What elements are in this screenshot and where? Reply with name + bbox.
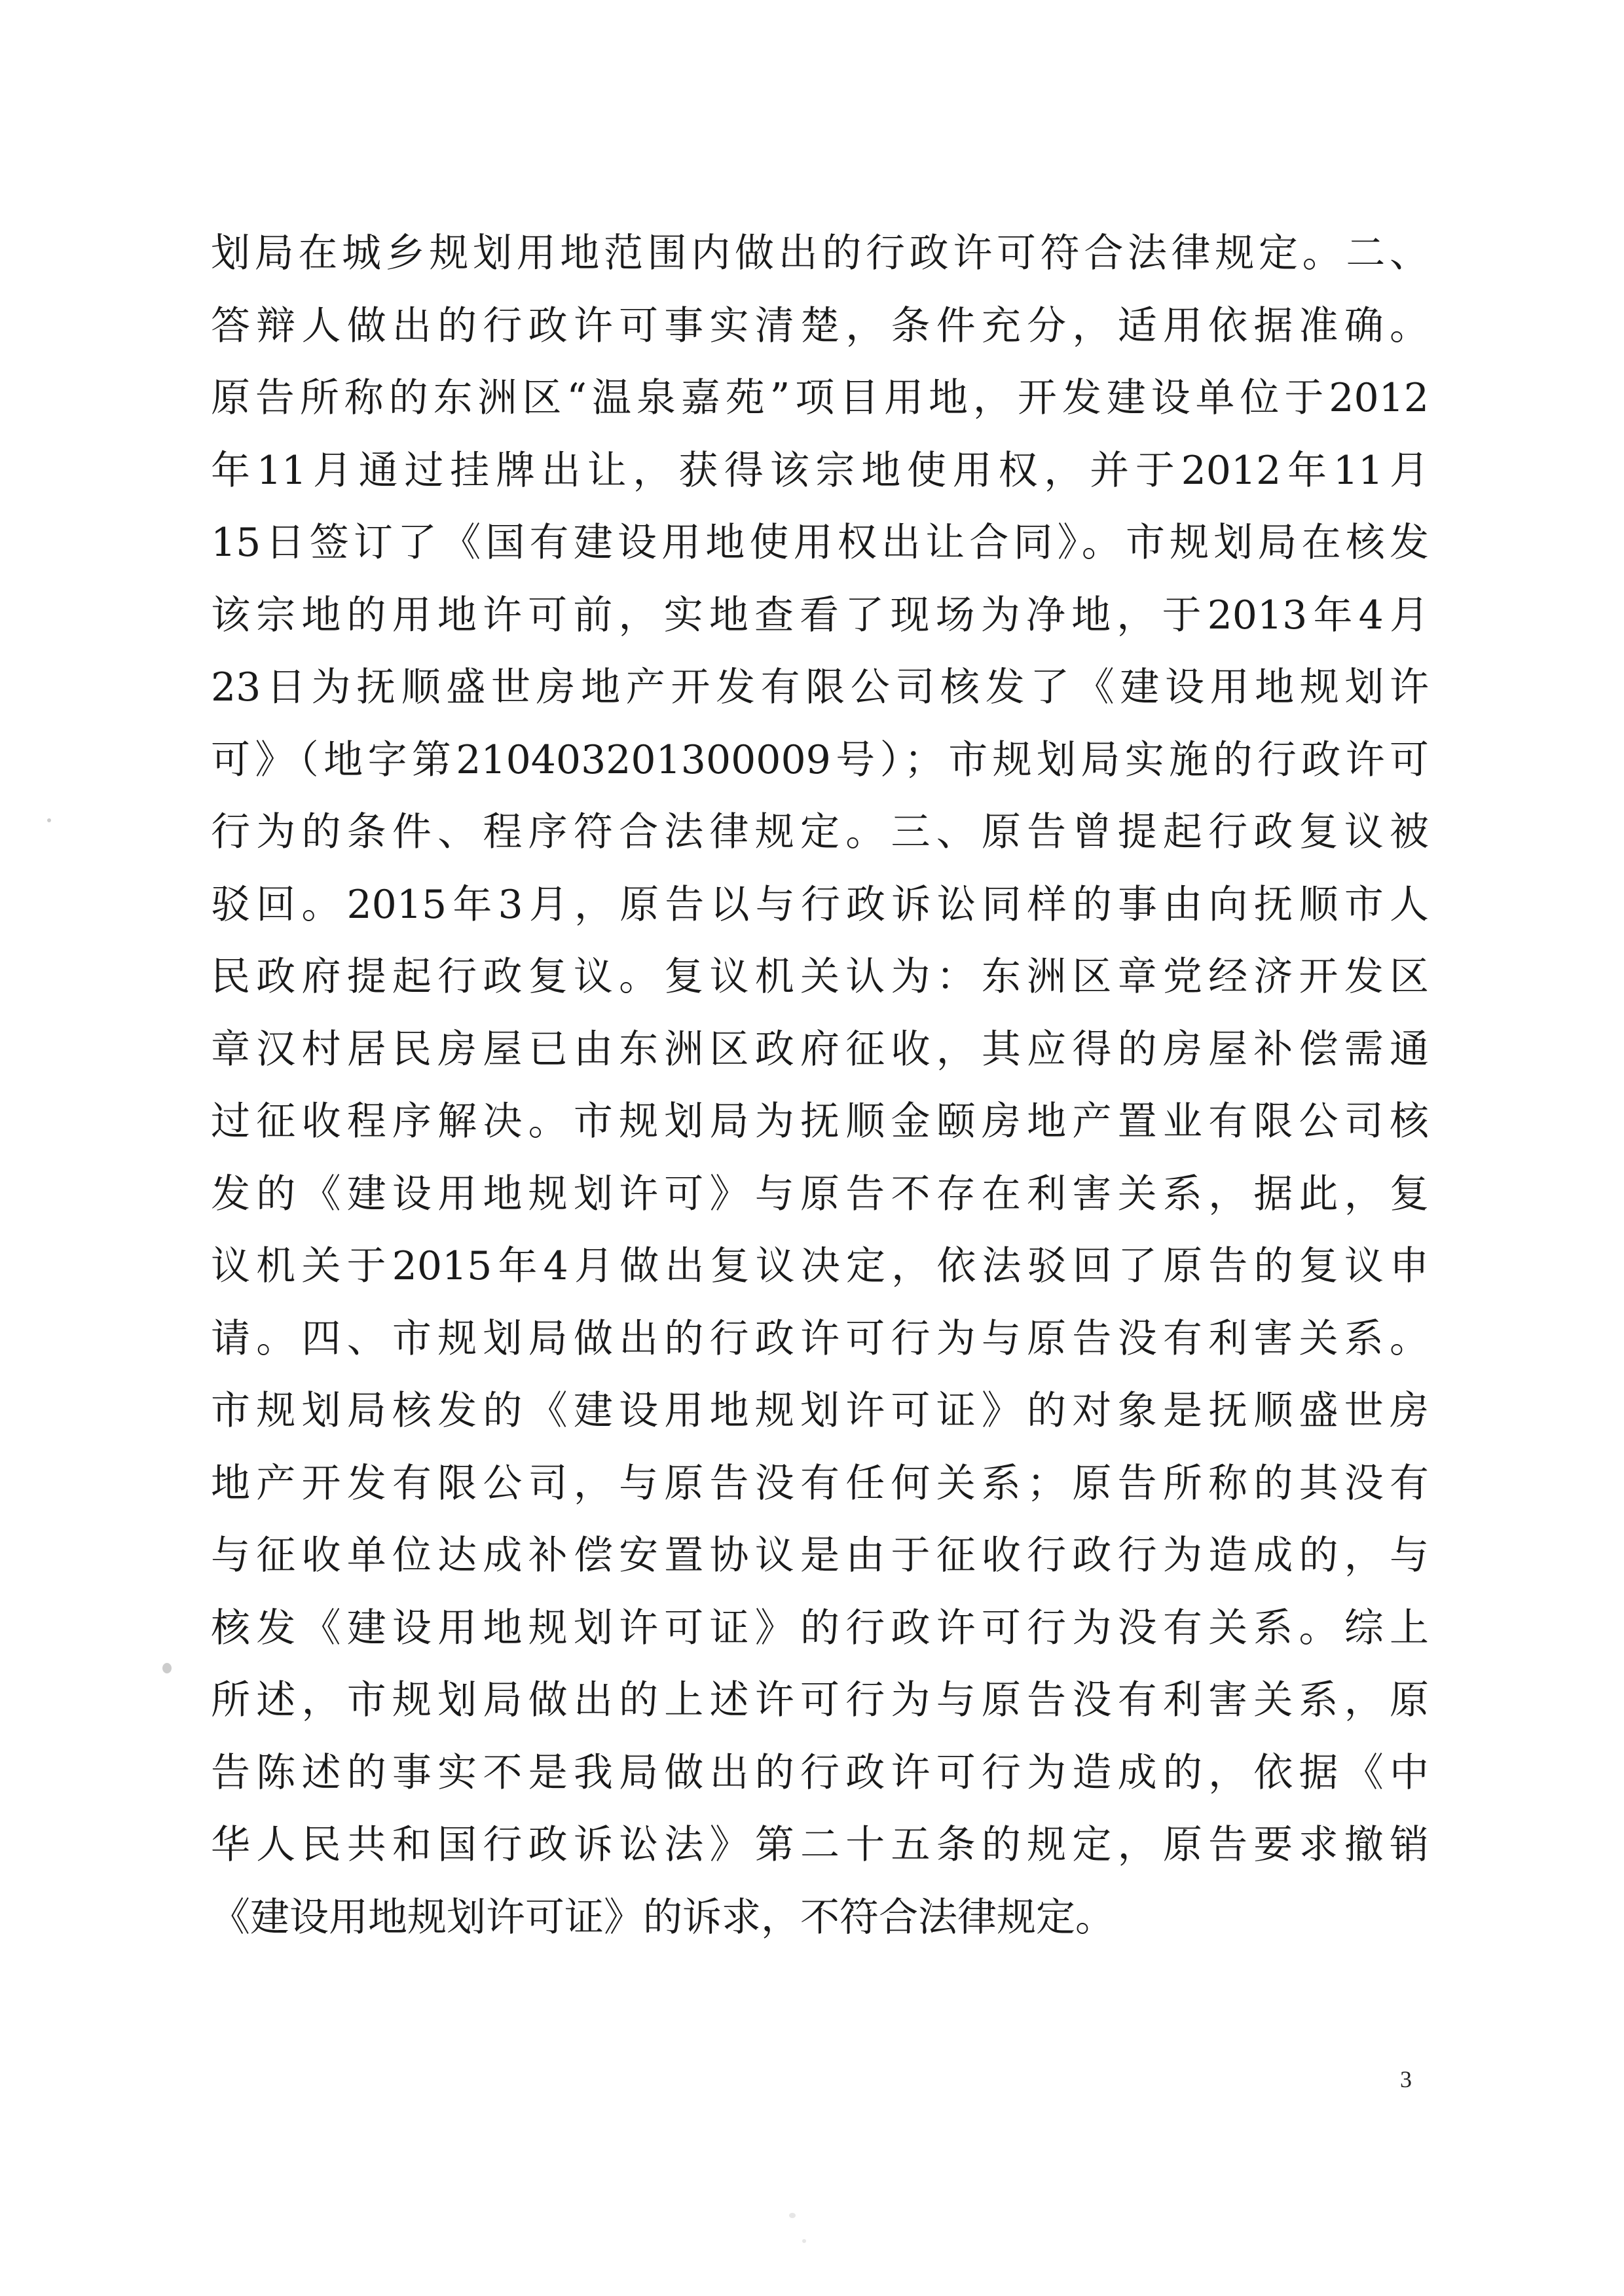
text-line-14: 发的《建设用地规划许可》与原告不存在利害关系，据此，复 — [211, 1171, 1429, 1217]
text-line-1: 划局在城乡规划用地范围内做出的行政许可符合法律规定。二、 — [211, 230, 1429, 276]
text-line-6: 该宗地的用地许可前，实地查看了现场为净地，于2013年4月 — [211, 592, 1429, 638]
text-line-17: 市规划局核发的《建设用地规划许可证》的对象是抚顺盛世房 — [211, 1388, 1429, 1434]
text-line-12: 章汉村居民房屋已由东洲区政府征收，其应得的房屋补偿需通 — [211, 1026, 1429, 1072]
text-line-7: 23日为抚顺盛世房地产开发有限公司核发了《建设用地规划许 — [211, 665, 1429, 710]
text-line-3: 原告所称的东洲区“温泉嘉苑”项目用地，开发建设单位于2012 — [211, 375, 1429, 421]
text-line-24: 《建设用地规划许可证》的诉求，不符合法律规定。 — [211, 1894, 1115, 1941]
text-line-19: 与征收单位达成补偿安置协议是由于征收行政行为造成的，与 — [211, 1533, 1429, 1578]
text-line-15: 议机关于2015年4月做出复议决定，依法驳回了原告的复议申 — [211, 1243, 1429, 1289]
text-line-8: 可》（地字第210403201300009号）；市规划局实施的行政许可 — [211, 737, 1429, 783]
text-line-22: 告陈述的事实不是我局做出的行政许可行为造成的，依据《中 — [211, 1749, 1429, 1796]
text-line-5: 15日签订了《国有建设用地使用权出让合同》。市规划局在核发 — [211, 520, 1429, 566]
text-line-10: 驳回。2015年3月，原告以与行政诉讼同样的事由向抚顺市人 — [211, 881, 1429, 928]
text-line-20: 核发《建设用地规划许可证》的行政许可行为没有关系。综上 — [211, 1605, 1429, 1651]
scan-speck — [802, 2239, 806, 2243]
text-line-21: 所述，市规划局做出的上述许可行为与原告没有利害关系，原 — [211, 1677, 1429, 1723]
text-line-11: 民政府提起行政复议。复议机关认为：东洲区章党经济开发区 — [211, 954, 1429, 1000]
text-line-9: 行为的条件、程序符合法律规定。三、原告曾提起行政复议被 — [211, 809, 1429, 855]
body-text — [211, 217, 1429, 1954]
text-line-13: 过征收程序解决。市规划局为抚顺金颐房地产置业有限公司核 — [211, 1099, 1429, 1144]
scan-speck — [162, 1663, 172, 1673]
scan-speck — [47, 818, 51, 822]
text-line-4: 年11月通过挂牌出让，获得该宗地使用权，并于2012年11月 — [211, 447, 1429, 494]
text-line-16: 请。四、市规划局做出的行政许可行为与原告没有利害关系。 — [211, 1315, 1429, 1362]
text-line-2: 答辩人做出的行政许可事实清楚，条件充分，适用依据准确。 — [211, 302, 1429, 349]
text-line-18: 地产开发有限公司，与原告没有任何关系；原告所称的其没有 — [211, 1460, 1429, 1506]
text-line-23: 华人民共和国行政诉讼法》第二十五条的规定，原告要求撤销 — [211, 1822, 1429, 1868]
page-number: 3 — [1400, 2066, 1412, 2092]
scan-speck — [789, 2213, 796, 2218]
